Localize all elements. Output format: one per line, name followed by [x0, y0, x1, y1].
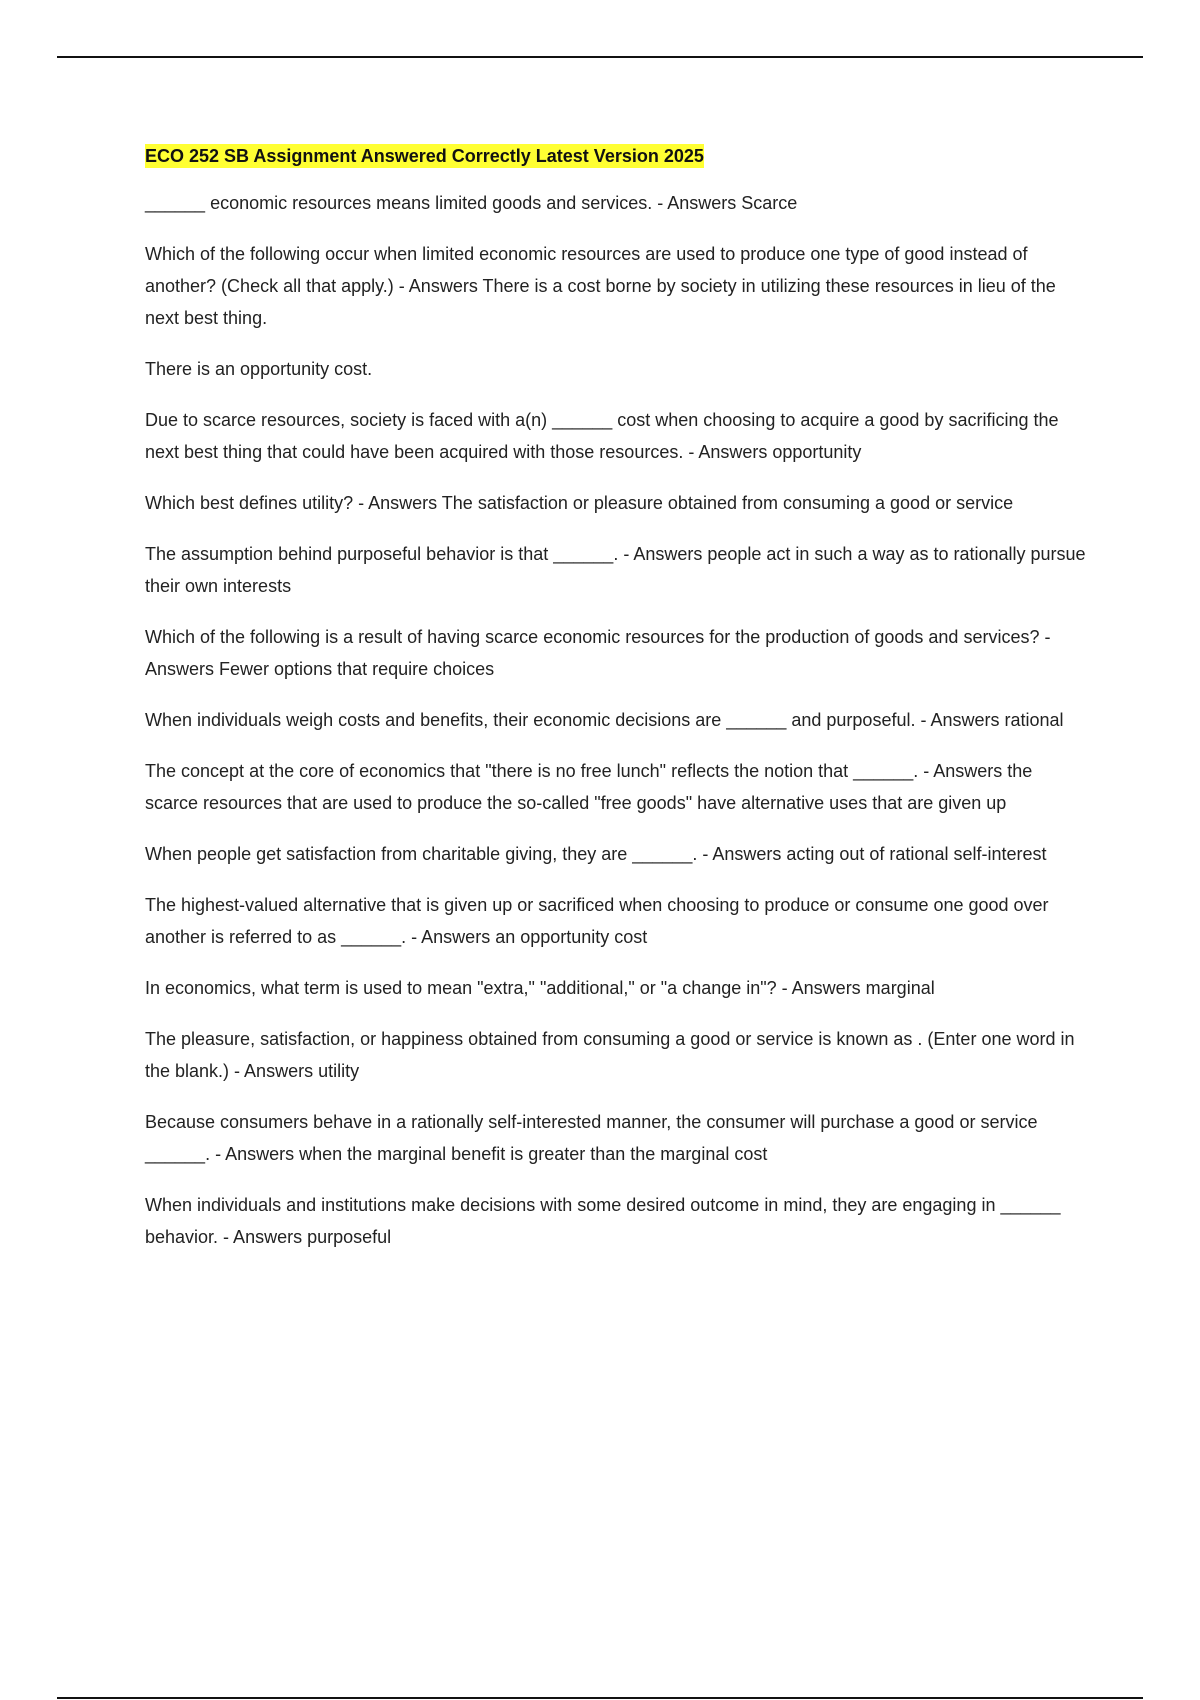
document-body: [145, 144, 1090, 1272]
qa-paragraph-6: The assumption behind purposeful behavior is that ______. - Answers people act in such a way as to rationally pursue their own interests: [145, 544, 1086, 596]
qa-paragraph-12: In economics, what term is used to mean "extra," "additional," or "a change in"? - Answers marginal: [145, 978, 935, 998]
qa-paragraph-15: When individuals and institutions make decisions with some desired outcome in mind, they are engaging in ______ behavior. - Answers purposeful: [145, 1195, 1061, 1247]
qa-paragraph-10: When people get satisfaction from charitable giving, they are ______. - Answers acting out of rational self-interest: [145, 844, 1047, 864]
qa-paragraph-13: The pleasure, satisfaction, or happiness obtained from consuming a good or service is known as . (Enter one word in the blank.) - Answers utility: [145, 1029, 1075, 1081]
qa-paragraph-14: Because consumers behave in a rationally self-interested manner, the consumer will purchase a good or service ______. - Answers when the marginal benefit is greater than the marginal cost: [145, 1112, 1038, 1164]
qa-paragraph-8: When individuals weigh costs and benefits, their economic decisions are ______ and purposeful. - Answers rational: [145, 710, 1064, 730]
bottom-rule: [57, 1697, 1143, 1699]
top-rule: [57, 56, 1143, 58]
qa-paragraph-9: The concept at the core of economics that "there is no free lunch" reflects the notion that ______. - Answers the scarce resources that are used to produce the so-called "free goods" have alternative uses that are given up: [145, 761, 1033, 813]
qa-paragraph-2: Which of the following occur when limited economic resources are used to produce one type of good instead of another? (Check all that apply.) - Answers There is a cost borne by society in utilizing these resources in lieu of the next best thing.: [145, 244, 1056, 328]
qa-paragraph-4: Due to scarce resources, society is faced with a(n) ______ cost when choosing to acquire a good by sacrificing the next best thing that could have been acquired with those resources. - Answers opportunity: [145, 410, 1059, 462]
qa-paragraph-3: There is an opportunity cost.: [145, 359, 373, 379]
qa-paragraph-7: Which of the following is a result of having scarce economic resources for the production of goods and services? - Answers Fewer options that require choices: [145, 627, 1051, 679]
qa-paragraph-5: Which best defines utility? - Answers The satisfaction or pleasure obtained from consuming a good or service: [145, 493, 1014, 513]
document-title: ECO 252 SB Assignment Answered Correctly Latest Version 2025: [145, 146, 704, 166]
qa-paragraph-11: The highest-valued alternative that is given up or sacrificed when choosing to produce or consume one good over another is referred to as ______. - Answers an opportunity cost: [145, 895, 1049, 947]
qa-paragraph-1: ______ economic resources means limited goods and services. - Answers Scarce: [145, 193, 798, 213]
